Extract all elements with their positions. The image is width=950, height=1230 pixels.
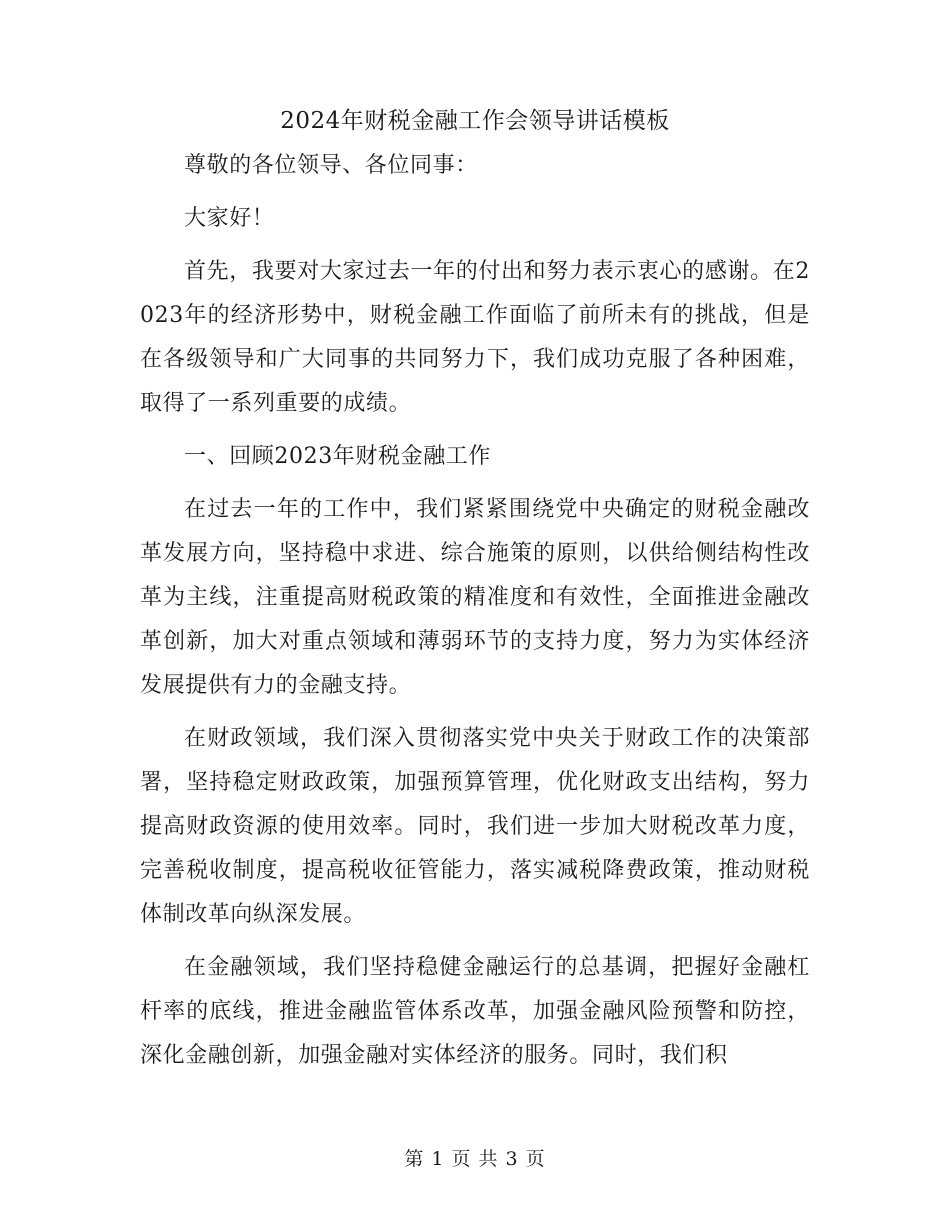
document-title: 2024年财税金融工作会领导讲话模板 (280, 108, 670, 134)
body-paragraph: 在过去一年的工作中，我们紧紧围绕党中央确定的财税金融改革发展方向，坚持稳中求进、综合施策的原则，以供给侧结构性改革为主线，注重提高财税政策的精准度和有效性，全面推进金融改革创新，加大对重点领域和薄弱环节的支持力度，努力为实体经济发展提供有力的金融支持。 (140, 497, 810, 698)
document-body (140, 144, 810, 1078)
body-paragraph: 在金融领域，我们坚持稳健金融运行的总基调，把握好金融杠杆率的底线，推进金融监管体系改革，加强金融风险预警和防控，深化金融创新，加强金融对实体经济的服务。同时，我们积 (140, 955, 810, 1068)
greeting: 大家好！ (184, 206, 275, 231)
salutation: 尊敬的各位领导、各位同事： (184, 153, 478, 178)
body-paragraph: 首先，我要对大家过去一年的付出和努力表示衷心的感谢。在2023年的经济形势中，财税金融工作面临了前所未有的挑战，但是在各级领导和广大同事的共同努力下，我们成功克服了各种困难，取得了一系列重要的成绩。 (140, 259, 810, 416)
section-heading: 一、回顾2023年财税金融工作 (184, 444, 491, 469)
body-paragraph: 在财政领域，我们深入贯彻落实党中央关于财政工作的决策部署，坚持稳定财政政策，加强预算管理，优化财政支出结构，努力提高财政资源的使用效率。同时，我们进一步加大财税改革力度，完善税收制度，提高税收征管能力，落实减税降费政策，推动财税体制改革向纵深发展。 (140, 726, 810, 927)
page-number-footer: 第 1 页 共 3 页 (404, 1148, 546, 1170)
